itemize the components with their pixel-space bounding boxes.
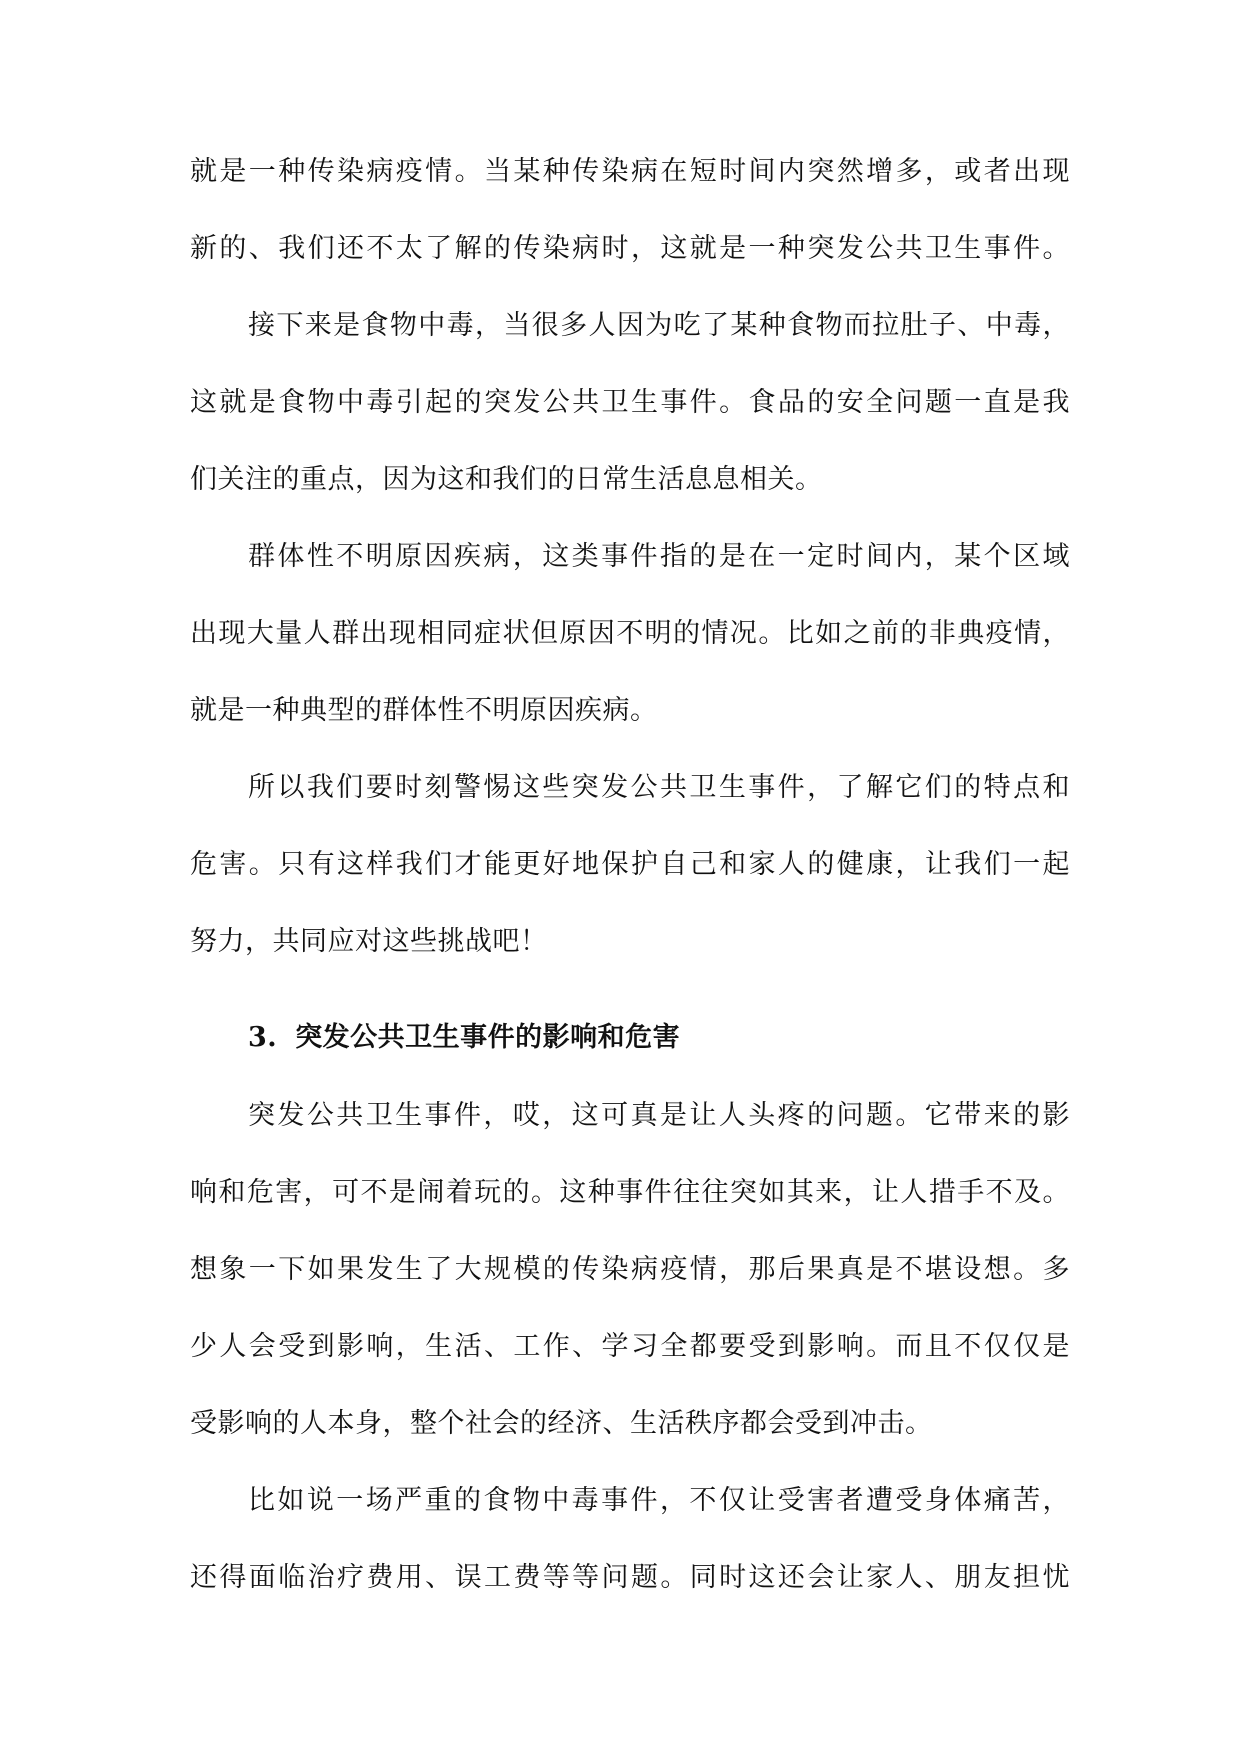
paragraph-line: 比如说一场严重的食物中毒事件，不仅让受害者遭受身体痛苦， [248,1485,1070,1516]
paragraph-line: 就是一种传染病疫情。当某种传染病在短时间内突然增多，或者出现 [190,156,1070,187]
paragraph-line: 这就是食物中毒引起的突发公共卫生事件。食品的安全问题一直是我 [190,387,1070,418]
paragraph-line: 群体性不明原因疾病，这类事件指的是在一定时间内，某个区域 [248,541,1070,572]
paragraph-line: 新的、我们还不太了解的传染病时，这就是一种突发公共卫生事件。 [190,233,1070,264]
paragraph-line: 受影响的人本身，整个社会的经济、生活秩序都会受到冲击。 [190,1408,933,1439]
paragraph-line: 危害。只有这样我们才能更好地保护自己和家人的健康，让我们一起 [190,849,1070,880]
section-number: 3. [248,1022,278,1053]
paragraph-line: 出现大量人群出现相同症状但原因不明的情况。比如之前的非典疫情， [190,618,1070,649]
paragraph-line: 响和危害，可不是闹着玩的。这种事件往往突如其来，让人措手不及。 [190,1177,1070,1208]
section-title: 突发公共卫生事件的影响和危害 [295,1022,681,1053]
paragraph-line: 突发公共卫生事件，哎，这可真是让人头疼的问题。它带来的影 [248,1100,1070,1131]
paragraph-line: 少人会受到影响，生活、工作、学习全都要受到影响。而且不仅仅是 [190,1331,1070,1362]
section-heading [248,1018,1128,1058]
paragraph-line: 还得面临治疗费用、误工费等等问题。同时这还会让家人、朋友担忧 [190,1562,1070,1593]
paragraph-line: 想象一下如果发生了大规模的传染病疫情，那后果真是不堪设想。多 [190,1254,1070,1285]
paragraph-line: 接下来是食物中毒，当很多人因为吃了某种食物而拉肚子、中毒， [248,310,1070,341]
paragraph-line: 就是一种典型的群体性不明原因疾病。 [190,695,658,726]
paragraph-line: 们关注的重点，因为这和我们的日常生活息息相关。 [190,464,823,495]
paragraph-line: 努力，共同应对这些挑战吧！ [190,926,548,957]
paragraph-line: 所以我们要时刻警惕这些突发公共卫生事件，了解它们的特点和 [248,772,1070,803]
